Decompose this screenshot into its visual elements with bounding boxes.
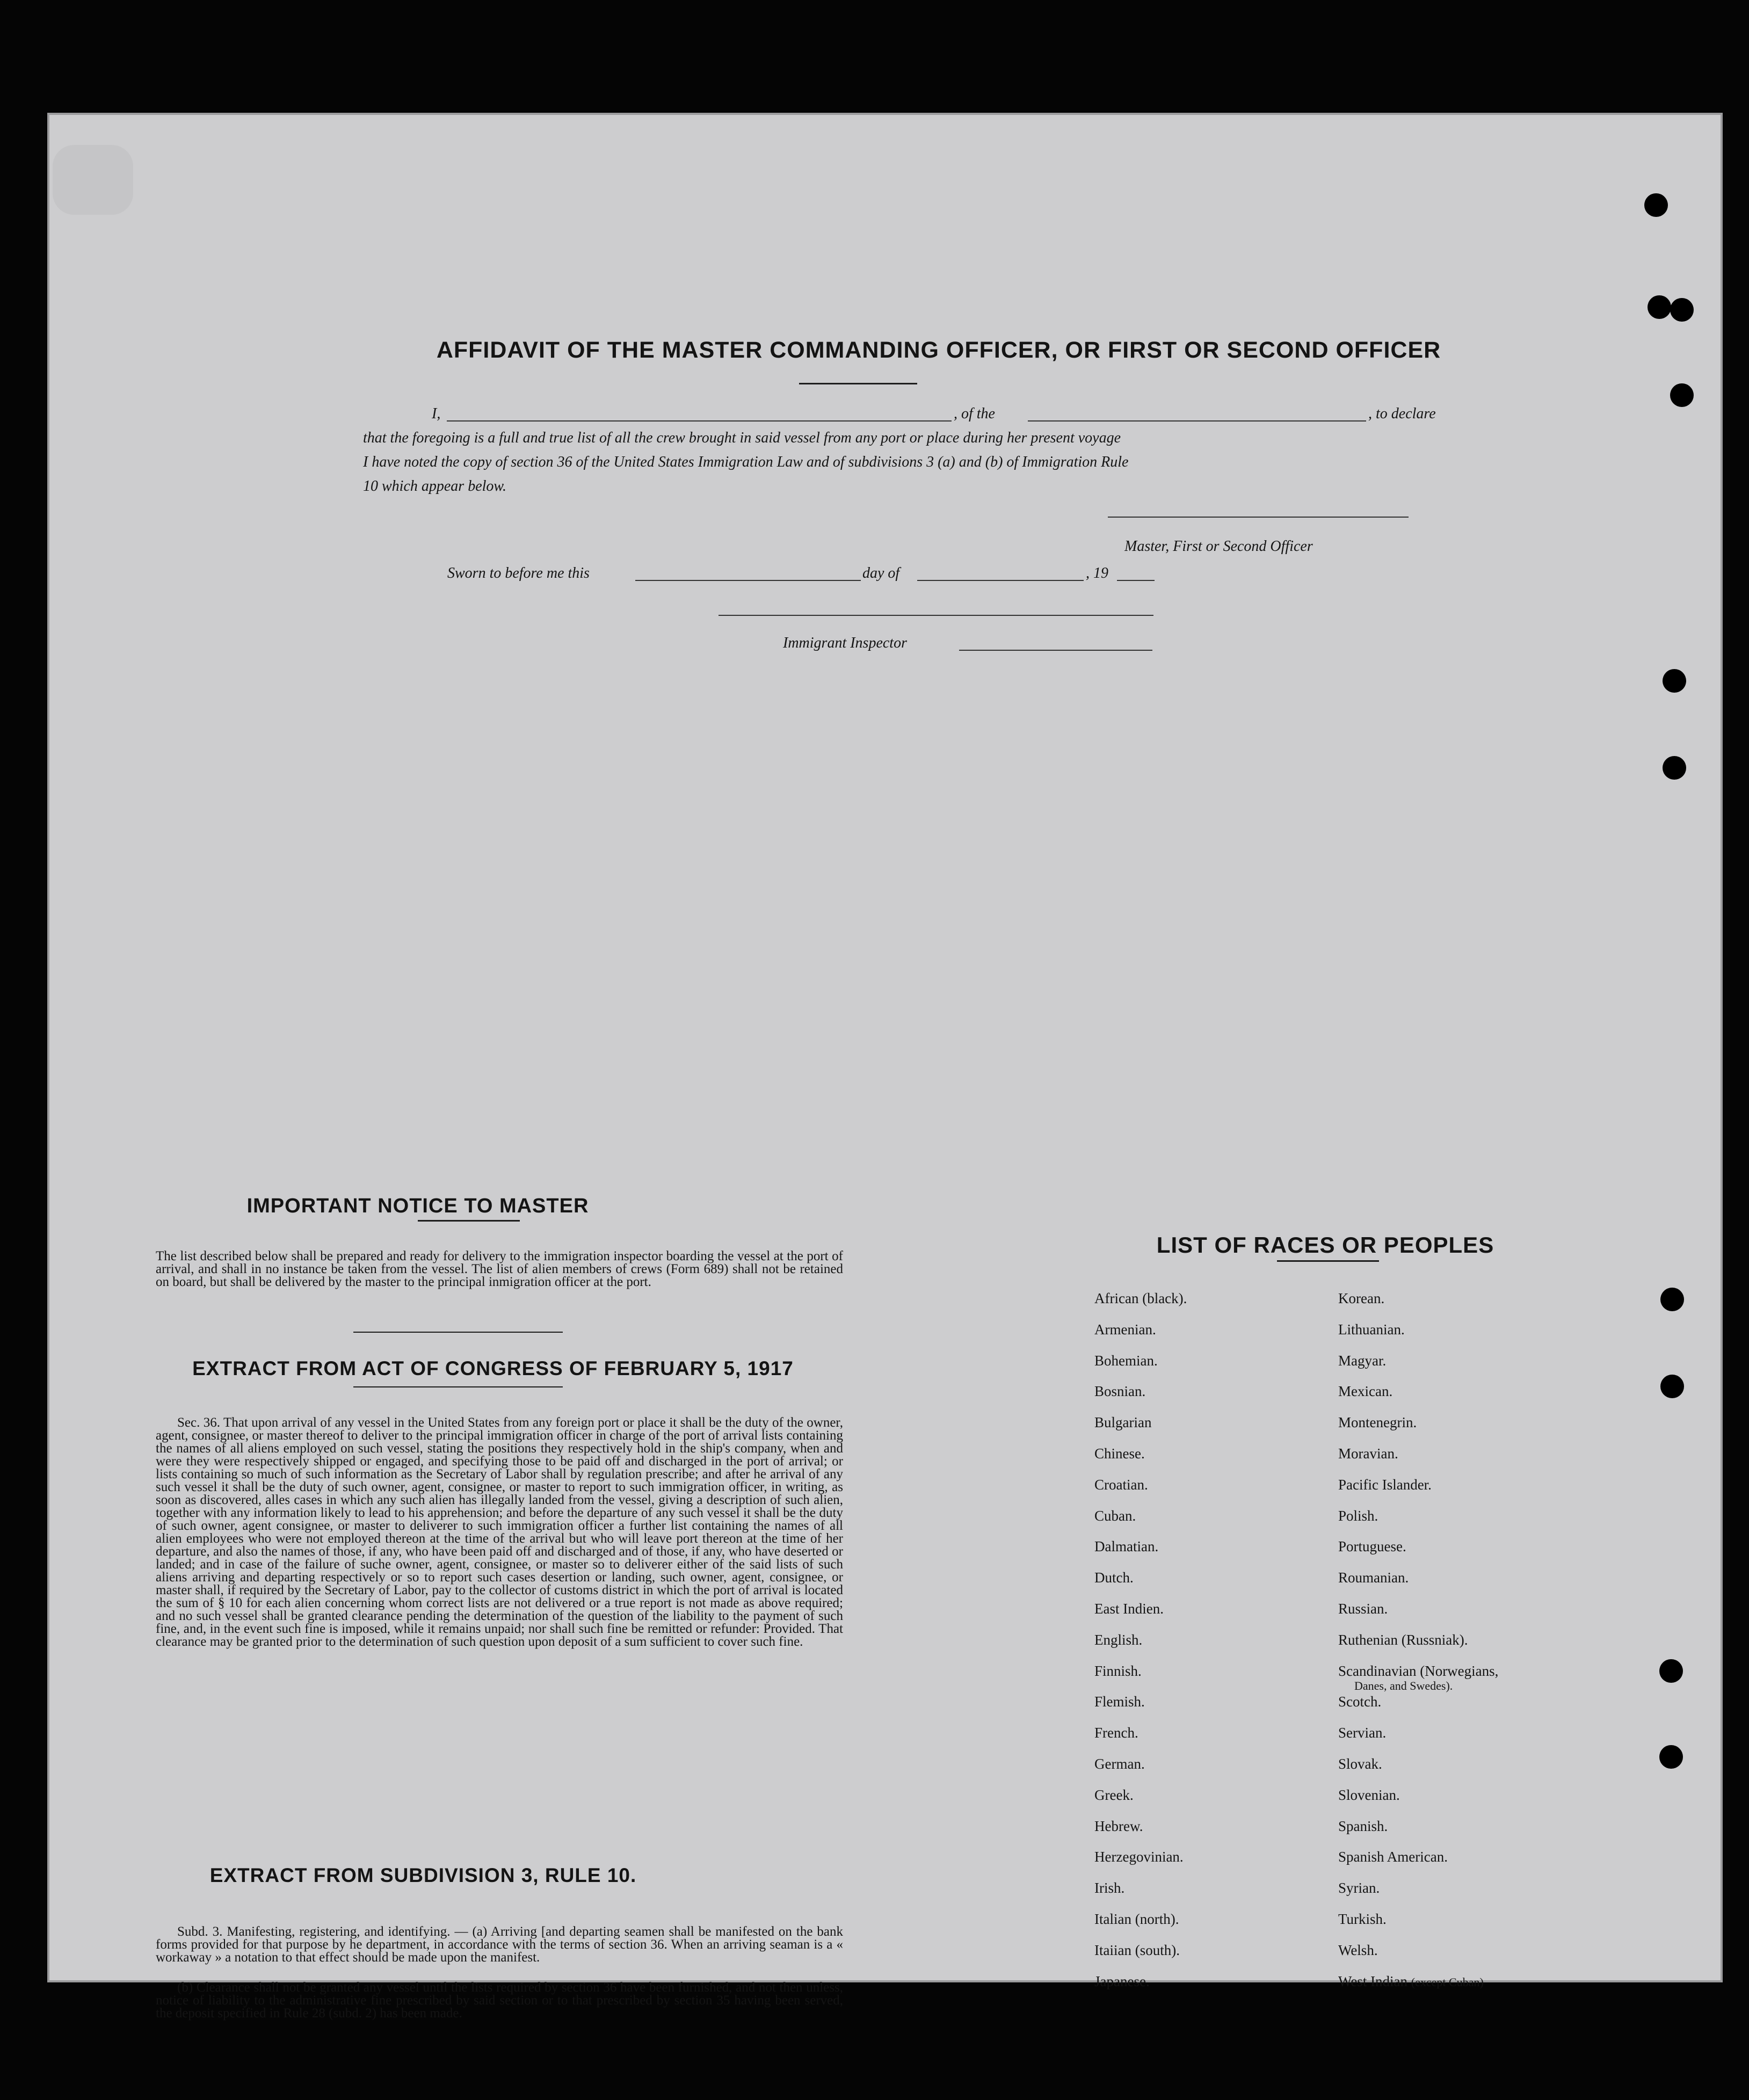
race-item xyxy=(1094,1569,1187,1601)
day-of-label: day of xyxy=(862,565,900,582)
race-label: Slovak. xyxy=(1338,1755,1382,1772)
binder-hole xyxy=(1659,1659,1683,1683)
race-item xyxy=(1338,1445,1498,1477)
race-label: Scotch. xyxy=(1338,1694,1382,1710)
rule-para-b: (b) Clearance shall not be granted any vessel until the lists required by section 36 have been furnished, and not then unless, notice of liability to the administrative fine prescribed by said section or to that prescribed by section 35 having been served, the deposit specified in Rule 28 (subd. 2) has been made. xyxy=(156,1980,843,2021)
race-label: Magyar. xyxy=(1338,1352,1387,1369)
binder-hole xyxy=(1644,193,1668,217)
race-label: Bohemian. xyxy=(1094,1352,1158,1369)
race-item xyxy=(1094,1973,1187,2004)
race-item xyxy=(1094,1818,1187,1849)
affidavit-of-the: , of the xyxy=(954,405,995,422)
race-label: Hebrew. xyxy=(1094,1818,1143,1834)
race-item xyxy=(1094,1538,1187,1569)
race-label: Finnish. xyxy=(1094,1662,1142,1679)
race-item xyxy=(1094,1880,1187,1911)
race-label: Chinese. xyxy=(1094,1445,1145,1462)
race-item xyxy=(1338,1942,1498,1973)
binder-hole xyxy=(1670,298,1694,322)
race-label: Armenian. xyxy=(1094,1321,1156,1338)
vessel-field-line[interactable] xyxy=(1028,420,1366,422)
race-item xyxy=(1094,1353,1187,1384)
race-item xyxy=(1338,1632,1498,1663)
race-label: Dalmatian. xyxy=(1094,1538,1159,1555)
race-label: Roumanian. xyxy=(1338,1569,1409,1586)
binder-hole xyxy=(1648,295,1671,319)
race-item xyxy=(1094,1414,1187,1445)
affidavit-line-2: that the foregoing is a full and true list of all the crew brought in said vessel from any port or place during her present voyage xyxy=(363,430,1121,446)
race-note: (except Cuban) xyxy=(1411,1975,1484,1989)
name-field-line[interactable] xyxy=(447,420,952,422)
race-item xyxy=(1338,1880,1498,1911)
race-label: Mexican. xyxy=(1338,1383,1393,1400)
race-label: Korean. xyxy=(1338,1290,1385,1306)
race-label: Itaiian (south). xyxy=(1094,1942,1180,1958)
inspector-signature-line[interactable] xyxy=(719,615,1153,616)
race-label: Turkish. xyxy=(1338,1910,1387,1927)
sworn-label: Sworn to before me this xyxy=(447,565,590,582)
race-label: Ruthenian (Russniak). xyxy=(1338,1631,1468,1648)
race-item xyxy=(1338,1353,1498,1384)
race-item xyxy=(1338,1508,1498,1539)
race-item xyxy=(1094,1942,1187,1973)
race-label: Spanish American. xyxy=(1338,1849,1448,1865)
race-item xyxy=(1338,1787,1498,1818)
race-label: Servian. xyxy=(1338,1725,1387,1741)
race-item xyxy=(1338,1663,1498,1694)
year-field-line[interactable] xyxy=(1117,580,1155,581)
race-item xyxy=(1338,1538,1498,1569)
document-sheet xyxy=(47,113,1723,2021)
race-label: Polish. xyxy=(1338,1507,1378,1524)
race-label-continuation: Danes, and Swedes). xyxy=(1354,1678,1453,1692)
notice-text: The list described below shall be prepared and ready for delivery to the immigration inspector boarding the vessel at the port of arrival, and shall in no instance be taken from the vessel. The list of alien members of crews (Form 689) shall not be retained on board, but shall be delivered by the master to the principal inmigration officer at the port. xyxy=(156,1249,843,1289)
race-label: Greek. xyxy=(1094,1786,1134,1803)
race-label: Pacific Islander. xyxy=(1338,1476,1432,1493)
race-item xyxy=(1338,1973,1498,2004)
month-field-line[interactable] xyxy=(917,580,1084,581)
affidavit-line-4: 10 which appear below. xyxy=(363,478,507,495)
race-label: West Indian xyxy=(1338,1973,1408,1989)
notice-underline xyxy=(418,1220,520,1222)
race-label: Bulgarian xyxy=(1094,1414,1152,1431)
act-divider xyxy=(353,1386,563,1387)
race-item xyxy=(1094,1663,1187,1694)
year-prefix: , 19 xyxy=(1086,565,1108,582)
race-item xyxy=(1338,1414,1498,1445)
race-item xyxy=(1338,1477,1498,1508)
binder-hole xyxy=(1660,1375,1684,1398)
rule-para-a: Subd. 3. Manifesting, registering, and identifying. — (a) Arriving [and departing seamen shall be manifested on the bank forms provided for that purpose by he department, in accordance with the terms of section 36. When an arriving seaman is a « workaway » a notation to that effect should be made upon the manifest. xyxy=(156,1924,843,1965)
race-label: Cuban. xyxy=(1094,1507,1136,1524)
act-text: Sec. 36. That upon arrival of any vessel in the United States from any foreign port or place it shall be the duty of the owner, agent, consignee, or master thereof to deliver to the principal immigration officer in charge of the port of arrival lists containing the names of all aliens employed on such vessel, stating the positions they respectively hold in the ship's company, when and were they were respectively shipped or engaged, and specifying those to be paid off and discharged in the port of arrival; or lists containing so much of such information as the Secretary of Labor shall by regulation prescribe; and after he arrival of any such vessel it shall be the duty of such owner, agent, consignee, or master to report to such immigration officer, in writing, as soon as discovered, alles cases in which any such alien has illegally landed from the vessel, giving a description of such alien, together with any information likely to lead to his apprehension; and before the departure of any such vessel it shall be the duty of such owner, agent consignee, or master to deliverer to such immigration officer a further list containing the names of all alien employees who were not employed thereon at the time of the arrival but who will leave port thereon at the time of her departure, and also the names of those, if any, who have been paid off and discharged and of those, if any, who have deserted or landed; and in case of the failure of suche owner, agent, consignee, or master so to deliverer either of the said lists of such aliens arriving and departing respectively or so to report such cases desertion or landing, such owner, agent, consignee, or master shall, if required by the Secretary of Labor, pay to the collector of customs district in which the port of arrival is located the sum of § 10 for each alien concerning whom correct lists are not delivered or a true report is not made as above required; and no such vessel shall be granted clearance pending the determination of the question of the liability to the payment of such fine, and, in the event such fine is imposed, while it remains unpaid; nor shall such fine be remitted or refunder: Provided. That clearance may be granted prior to the determination of such question upon deposit of a sum sufficient to cover such fine. xyxy=(156,1415,843,1649)
affidavit-title: AFFIDAVIT OF THE MASTER COMMANDING OFFICER, OR FIRST OR SECOND OFFICER xyxy=(436,337,1441,363)
race-label: Scandinavian (Norwegians, xyxy=(1338,1662,1499,1679)
race-label: Irish. xyxy=(1094,1880,1125,1896)
race-item xyxy=(1094,1787,1187,1818)
races-underline xyxy=(1277,1260,1379,1262)
race-label: East Indien. xyxy=(1094,1600,1164,1617)
affidavit-i: I, xyxy=(432,405,441,422)
race-label: English. xyxy=(1094,1631,1143,1648)
race-item xyxy=(1094,1849,1187,1880)
race-label: Croatian. xyxy=(1094,1476,1148,1493)
act-title: EXTRACT FROM ACT OF CONGRESS OF FEBRUARY 5, 1917 xyxy=(192,1357,794,1379)
races-left-column xyxy=(1094,1290,1187,2004)
notice-divider xyxy=(353,1332,563,1333)
race-label: Montenegrin. xyxy=(1338,1414,1417,1431)
race-item xyxy=(1338,1321,1498,1353)
race-label: Japanese. xyxy=(1094,1973,1150,1989)
race-item xyxy=(1094,1911,1187,1942)
notice-title: IMPORTANT NOTICE TO MASTER xyxy=(246,1195,589,1217)
race-item xyxy=(1094,1321,1187,1353)
race-item xyxy=(1338,1911,1498,1942)
race-item xyxy=(1094,1290,1187,1321)
race-label: Slovenian. xyxy=(1338,1786,1400,1803)
race-item xyxy=(1338,1601,1498,1632)
inspector-name-line[interactable] xyxy=(959,650,1152,651)
race-item xyxy=(1094,1445,1187,1477)
race-item xyxy=(1094,1725,1187,1756)
affidavit-to-declare: , to declare xyxy=(1368,405,1436,422)
race-label: German. xyxy=(1094,1755,1145,1772)
inspector-label: Immigrant Inspector xyxy=(783,635,907,651)
race-item xyxy=(1338,1756,1498,1787)
race-item xyxy=(1338,1569,1498,1601)
sworn-date-line[interactable] xyxy=(635,580,861,581)
race-item xyxy=(1094,1756,1187,1787)
affidavit-line-3: I have noted the copy of section 36 of the United States Immigration Law and of subdivisions 3 (a) and (b) of Immigration Rule xyxy=(363,454,1129,470)
race-label: Dutch. xyxy=(1094,1569,1134,1586)
race-item xyxy=(1094,1694,1187,1725)
race-label: Bosnian. xyxy=(1094,1383,1146,1400)
race-item xyxy=(1338,1290,1498,1321)
race-label: Herzegovinian. xyxy=(1094,1849,1184,1865)
race-label: Lithuanian. xyxy=(1338,1321,1405,1338)
binder-hole xyxy=(1660,1288,1684,1311)
binder-hole xyxy=(1659,1745,1683,1769)
race-item xyxy=(1338,1818,1498,1849)
race-label: African (black). xyxy=(1094,1290,1187,1306)
binder-hole xyxy=(1670,383,1694,407)
race-label: Portuguese. xyxy=(1338,1538,1406,1555)
race-item xyxy=(1094,1632,1187,1663)
signature-line[interactable] xyxy=(1108,517,1409,518)
race-label: Syrian. xyxy=(1338,1880,1380,1896)
race-label: Moravian. xyxy=(1338,1445,1398,1462)
title-underline xyxy=(799,383,917,384)
race-item xyxy=(1338,1383,1498,1414)
races-right-column xyxy=(1338,1290,1498,2004)
race-item xyxy=(1338,1849,1498,1880)
bleed-through-mark xyxy=(53,145,133,215)
signature-label: Master, First or Second Officer xyxy=(1124,538,1313,555)
races-title: LIST OF RACES OR PEOPLES xyxy=(1156,1232,1494,1258)
race-label: French. xyxy=(1094,1725,1138,1741)
race-label: Spanish. xyxy=(1338,1818,1388,1834)
race-label: Welsh. xyxy=(1338,1942,1378,1958)
binder-hole xyxy=(1663,756,1686,780)
race-item xyxy=(1094,1601,1187,1632)
race-label: Russian. xyxy=(1338,1600,1388,1617)
binder-hole xyxy=(1663,669,1686,693)
race-item xyxy=(1338,1694,1498,1725)
race-label: Flemish. xyxy=(1094,1694,1145,1710)
race-item xyxy=(1094,1383,1187,1414)
race-item xyxy=(1094,1477,1187,1508)
rule-title: EXTRACT FROM SUBDIVISION 3, RULE 10. xyxy=(209,1864,637,1886)
race-item xyxy=(1338,1725,1498,1756)
race-label: Italian (north). xyxy=(1094,1910,1179,1927)
race-item xyxy=(1094,1508,1187,1539)
